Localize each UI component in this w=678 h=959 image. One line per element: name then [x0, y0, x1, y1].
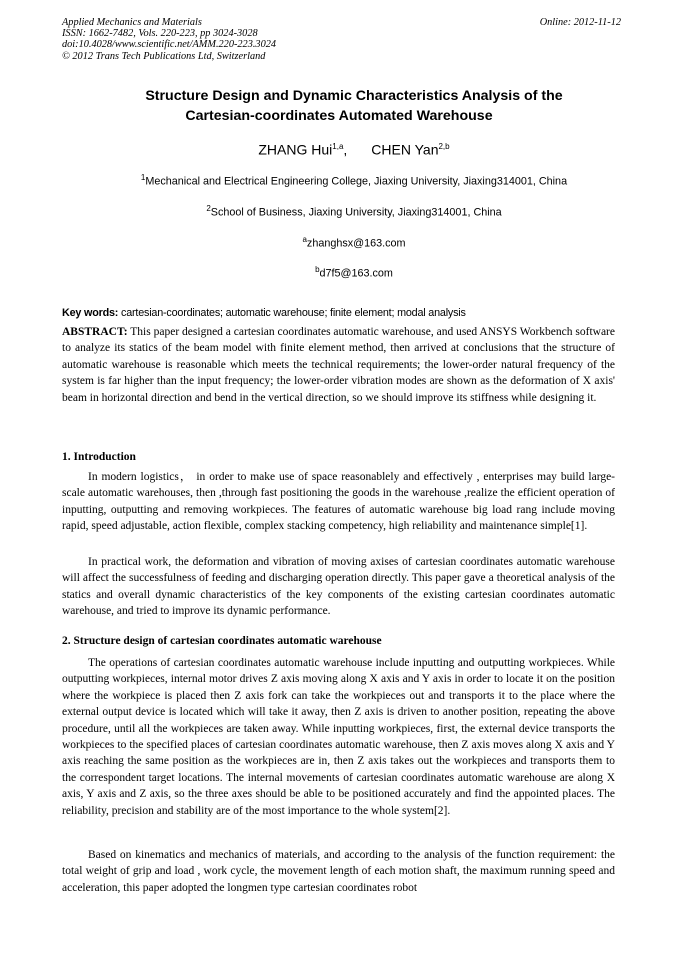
journal-name: Applied Mechanics and Materials [62, 17, 202, 28]
body-paragraph: In practical work, the deformation and vibration of moving axises of cartesian coordinates automatic warehouse will affect the successfulness of feeding and discharging operation directly. This paper gave a theoretical analysis of the statics and overall dynamic characteristics of the key components of the existing cartesian coordinates automatic warehouse, and tried to improve its dynamic performance. [62, 556, 615, 618]
affiliation-1 [0, 171, 678, 189]
body-paragraph: Based on kinematics and mechanics of materials, and according to the analysis of the function requirement: the total weight of grip and load , work cycle, the movement length of each motion shaft, the maximum running speed and acceleration, this paper adopted the longmen type cartesian coordinates robot [62, 849, 615, 894]
section-heading-introduction: 1. Introduction [62, 451, 136, 463]
affiliation-2 [0, 202, 678, 220]
keywords-label: Key words: [62, 307, 119, 319]
author-name: CHEN Yan [371, 141, 439, 158]
email-mark: a [302, 235, 307, 244]
affiliation-mark: 1 [140, 173, 146, 182]
author-name: ZHANG Hui [258, 141, 333, 158]
keywords-text: cartesian-coordinates; automatic warehouse; finite element; modal analysis [118, 307, 466, 319]
section-heading-structure-design: 2. Structure design of cartesian coordinates automatic warehouse [62, 635, 382, 647]
title-line-1: Structure Design and Dynamic Characteristics Analysis of the [145, 88, 563, 104]
body-paragraph: The operations of cartesian coordinates automatic warehouse include inputting and outputting workpieces. While outputting workpieces, internal motor drives Z axis moving along X axis and Y axis in order to locate it on the position where the workpiece is placed then Z axis fork can take the workpieces out and transports it to the place where the external output device is located which will take it away, then Z axis is driven to another position, repeating the above procedure, until all the workpieces are taken away. While inputting workpieces, first, the external device transports the workpieces to the specified places of cartesian coordinates automatic warehouse, then Z axis moves along X axis and Y axis reaching the same position as the workpieces are in, then Z axis takes out the workpieces and transports them to the correspondent target locations. The internal movements of cartesian coordinates automatic warehouse are along X axis, Y axis and Z axis, so the three axes should be able to be positioned accurately and find the appointed places. The reliability, precision and stability are of the most importance to the whole system[2]. [62, 657, 615, 817]
paper-title [0, 86, 678, 126]
author-affiliation-mark: 2,b [438, 142, 450, 151]
email-a [0, 233, 678, 251]
affiliation-text: Mechanical and Electrical Engineering College, Jiaxing University, Jiaxing314001, China [145, 175, 568, 188]
email-b [0, 263, 678, 281]
email-text: d7f5@163.com [319, 267, 393, 280]
abstract-text: This paper designed a cartesian coordinates automatic warehouse, and used ANSYS Workbench software to analyze its statics of the beam model with finite element method, then arrived at conclusions that the structure of automatic warehouse is reasonable which meets the technical requirements; the lower-order natural frequency of the system is far higher than the input frequency; the lower-order vibration modes are shown as the deformation of X axis' beam in horizontal direction and bend in the vertical direction, so we should improve its stiffness while designing it. [62, 326, 615, 404]
email-mark: b [315, 265, 320, 274]
author-separator: , [343, 141, 348, 158]
doi-line: doi:10.4028/www.scientific.net/AMM.220-223.3024 [62, 39, 277, 51]
copyright-line: © 2012 Trans Tech Publications Ltd, Switzerland [62, 50, 266, 62]
affiliation-text: School of Business, Jiaxing University, Jiaxing314001, China [210, 206, 502, 219]
email-text: zhanghsx@163.com [306, 237, 406, 250]
title-line-2: Cartesian-coordinates Automated Warehouse [185, 108, 493, 124]
body-paragraph: In modern logistics， in order to make use of space reasonablely and effectively , enterprises may build large-scale automatic warehouses, then ,through fast positioning the goods in the warehouse ,realize the efficient operation of inputting, outputting and removing workpieces. The features of automatic warehouse big load rang include moving rapid, speed adjustable, action flexible, complex stacking competency, high reliability and maintenance simple[1]. [62, 471, 615, 533]
running-header [62, 17, 622, 62]
keywords [62, 306, 622, 320]
author-affiliation-mark: 1,a [332, 142, 344, 151]
affiliation-mark: 2 [206, 204, 211, 213]
abstract-label: ABSTRACT: [62, 326, 128, 338]
online-date: Online: 2012-11-12 [539, 17, 621, 28]
issn-line: ISSN: 1662-7482, Vols. 220-223, pp 3024-3028 [62, 28, 258, 40]
abstract [62, 324, 615, 406]
author-list [0, 138, 678, 159]
